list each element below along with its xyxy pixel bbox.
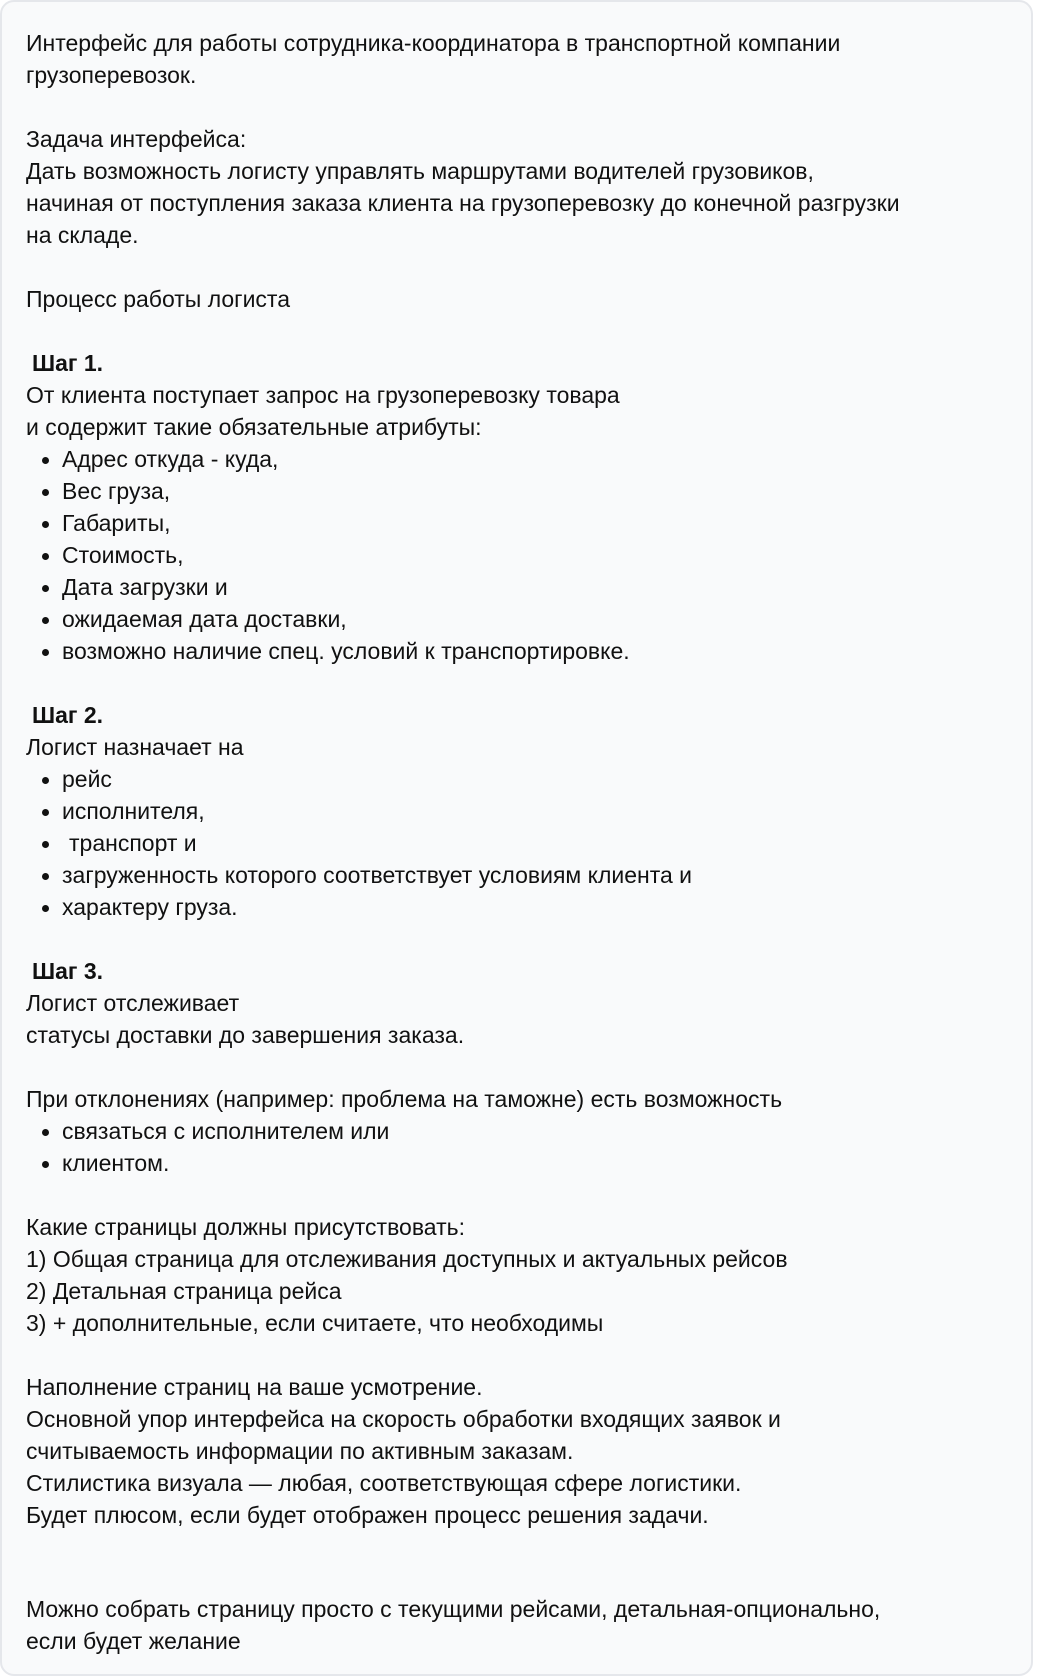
step-1-line-1: От клиента поступает запрос на грузоперевозку товара (26, 382, 620, 408)
step-3-title: Шаг 3. (32, 958, 104, 984)
list-item: связаться с исполнителем или (62, 1115, 1007, 1147)
spacer (26, 1531, 1007, 1593)
spacer (26, 315, 1007, 347)
footer-line-2: если будет желание (26, 1628, 241, 1654)
spacer (26, 667, 1007, 699)
intro-line-1: Интерфейс для работы сотрудника-координатора в транспортной компании (26, 30, 841, 56)
footer-line-1: Можно собрать страницу просто с текущими рейсами, детальная-опционально, (26, 1596, 881, 1622)
step-1-title: Шаг 1. (32, 350, 104, 376)
list-item: Габариты, (62, 507, 1007, 539)
list-item: загруженность которого соответствует условиям клиента и (62, 859, 1007, 891)
pages-item-3: 3) + дополнительные, если считаете, что необходимы (26, 1310, 604, 1336)
list-item: Дата загрузки и (62, 571, 1007, 603)
process-heading: Процесс работы логиста (26, 286, 290, 312)
step-1-attribute-list (26, 443, 1007, 667)
list-item: ожидаемая дата доставки, (62, 603, 1007, 635)
list-item: рейс (62, 763, 1007, 795)
pages-item-1: 1) Общая страница для отслеживания доступных и актуальных рейсов (26, 1246, 788, 1272)
list-item: Стоимость, (62, 539, 1007, 571)
list-item: возможно наличие спец. условий к транспортировке. (62, 635, 1007, 667)
step-3-line-2: статусы доставки до завершения заказа. (26, 1022, 465, 1048)
list-item: исполнителя, (62, 795, 1007, 827)
task-line-3: на складе. (26, 222, 139, 248)
notes-line-3: считываемость информации по активным заказам. (26, 1438, 574, 1464)
step-1-line-2: и содержит такие обязательные атрибуты: (26, 414, 482, 440)
task-line-2: начиная от поступления заказа клиента на грузоперевозку до конечной разгрузки (26, 190, 900, 216)
notes-line-5: Будет плюсом, если будет отображен процесс решения задачи. (26, 1502, 709, 1528)
spacer (26, 251, 1007, 283)
step-2-assignment-list (26, 763, 1007, 923)
list-item: Вес груза, (62, 475, 1007, 507)
task-line-1: Дать возможность логисту управлять маршрутами водителей грузовиков, (26, 158, 814, 184)
step-3-contact-list (26, 1115, 1007, 1179)
step-2-title: Шаг 2. (32, 702, 104, 728)
list-item: транспорт и (62, 827, 1007, 859)
list-item: характеру груза. (62, 891, 1007, 923)
notes-line-4: Стилистика визуала — любая, соответствующая сфере логистики. (26, 1470, 742, 1496)
intro-line-2: грузоперевозок. (26, 62, 197, 88)
spacer (26, 1339, 1007, 1371)
task-heading: Задача интерфейса: (26, 126, 247, 152)
spacer (26, 91, 1007, 123)
pages-item-2: 2) Детальная страница рейса (26, 1278, 342, 1304)
spacer (26, 1179, 1007, 1211)
spacer (26, 1051, 1007, 1083)
notes-line-1: Наполнение страниц на ваше усмотрение. (26, 1374, 483, 1400)
list-item: клиентом. (62, 1147, 1007, 1179)
pages-heading: Какие страницы должны присутствовать: (26, 1214, 465, 1240)
step-3-line-1: Логист отслеживает (26, 990, 240, 1016)
list-item: Адрес откуда - куда, (62, 443, 1007, 475)
notes-line-2: Основной упор интерфейса на скорость обработки входящих заявок и (26, 1406, 781, 1432)
step-3-deviation: При отклонениях (например: проблема на таможне) есть возможность (26, 1086, 783, 1112)
spacer (26, 923, 1007, 955)
step-2-line-1: Логист назначает на (26, 734, 244, 760)
